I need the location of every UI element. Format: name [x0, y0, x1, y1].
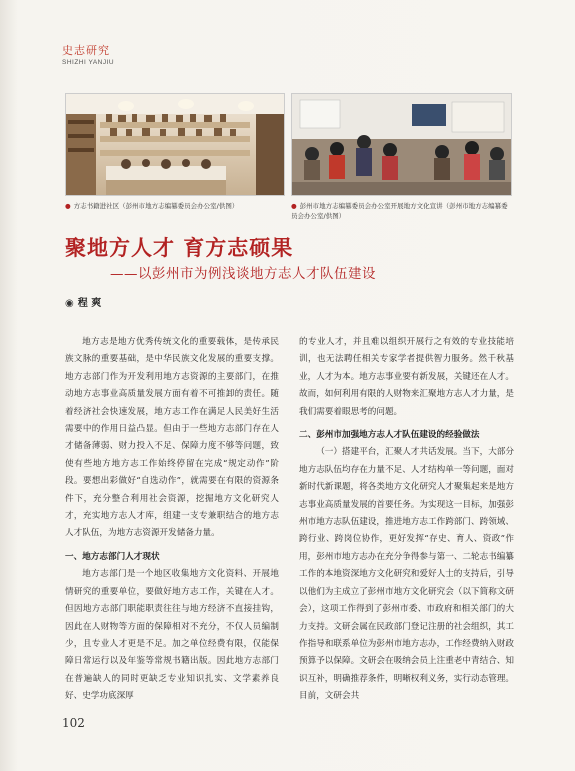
section-title-en: SHIZHI YANJIU [62, 59, 115, 66]
caption-bullet-icon: ● [291, 202, 297, 210]
article-subtitle: ——以彭州市为例浅谈地方志人才队伍建设 [110, 266, 376, 282]
caption-text: 方志书籍进社区（彭州市地方志编纂委员会办公室/供图） [73, 202, 239, 210]
caption-text: 彭州市地方志编纂委员会办公室开展地方文化宣讲（彭州市地方志编纂委员会办公室/供图） [291, 202, 508, 220]
left-column [65, 334, 279, 706]
photo-bookshelf-illustration [66, 94, 285, 196]
paragraph: 地方志是地方优秀传统文化的重要载体，是传承民族文脉的重要基础，是中华民族文化发展的重要支撑。地方志部门作为开发利用地方志资源的主要部门，在推动地方志事业高质量发展方面有着不可推卸的责任。随着经济社会快速发展，地方志工作在满足人民美好生活需要中的作用日益凸显。但由于一些地方志部门存在人才储备薄弱、财力投入不足、保障力度不够等问题，致使有些地方地方志工作始终停留在完成“规定动作”阶段。要想出彩做好“自选动作”，就需要在有限的资源条件下，充分整合利用社会资源，挖掘地方文化研究人才，充实地方志人才库，组建一支专兼职结合的地方志人才队伍，为地方志资源开发储备力量。 [65, 337, 279, 539]
paragraph: 的专业人才，并且难以组织开展行之有效的专业技能培训，也无法聘任相关专家学者提供智力服务。然千秋基业，人才为本。地方志事业要有新发展，关键还在人才。故而，如何利用有限的人财物来汇聚地方志人才力量，是我们需要着眼思考的问题。 [299, 337, 514, 417]
photo-bookshelf-community [65, 93, 285, 196]
photo-caption [65, 201, 287, 211]
photo-culture-lecture [291, 93, 512, 196]
section-tag [62, 42, 114, 66]
section-title: 史志研究 [62, 44, 110, 57]
article-author [65, 294, 101, 309]
author-bullet-icon: ◉ [65, 298, 74, 309]
photo-lecture-illustration [292, 94, 512, 196]
photo-caption [291, 201, 513, 221]
caption-bullet-icon: ● [65, 202, 71, 210]
page-number: 102 [62, 716, 85, 730]
paragraph: （一）搭建平台，汇聚人才共话发展。当下，大部分地方志队伍均存在力量不足、人才结构单一等问题，面对新时代新课题，将各类地方文化研究人才聚集起来是地方志事业高质量发展的首要任务。为实现这一目标，加强彭州市地方志队伍建设，推进地方志工作跨部门、跨领域、跨行业、跨岗位协作，更好发挥“存史、育人、资政”作用，彭州市地方志办在充分争得参与第一、二轮志书编纂工作的本地资深地方文化研究和爱好人士的支持后，引导以他们为主成立了彭州市地方文化研究会（以下简称文研会），这项工作得到了彭州市委、市政府和相关部门的大力支持。文研会属在民政部门登记注册的社会组织，其工作指导和联系单位为彭州市地方志办，工作经费纳入财政预算予以保障。文研会在吸纳会员上注重老中青结合、知识互补，明确推荐条件，明晰权利义务，实行动态管理。目前，文研会共 [299, 447, 514, 702]
section-heading: 二、彭州市加强地方志人才队伍建设的经验做法 [299, 430, 480, 441]
author-name: 程 爽 [77, 298, 102, 309]
article-title: 聚地方人才 育方志硕果 [65, 236, 294, 260]
section-heading: 一、地方志部门人才现状 [65, 551, 160, 562]
paragraph: 地方志部门是一个地区收集地方文化资料、开展地情研究的重要单位，要做好地方志工作，关键在人才。但因地方志部门职能职责往往与地方经济不直接挂钩，因此在人财物等方面的保障相对不充分，不仅人员编制少，且专业人才更是不足。加之单位经费有限，仅能保障日常运行以及年鉴等常规书籍出版。因此地方志部门在普遍缺人的同时更缺乏专业知识扎实、文学素养良好、史学功底深厚 [65, 569, 279, 702]
right-column [299, 334, 514, 706]
